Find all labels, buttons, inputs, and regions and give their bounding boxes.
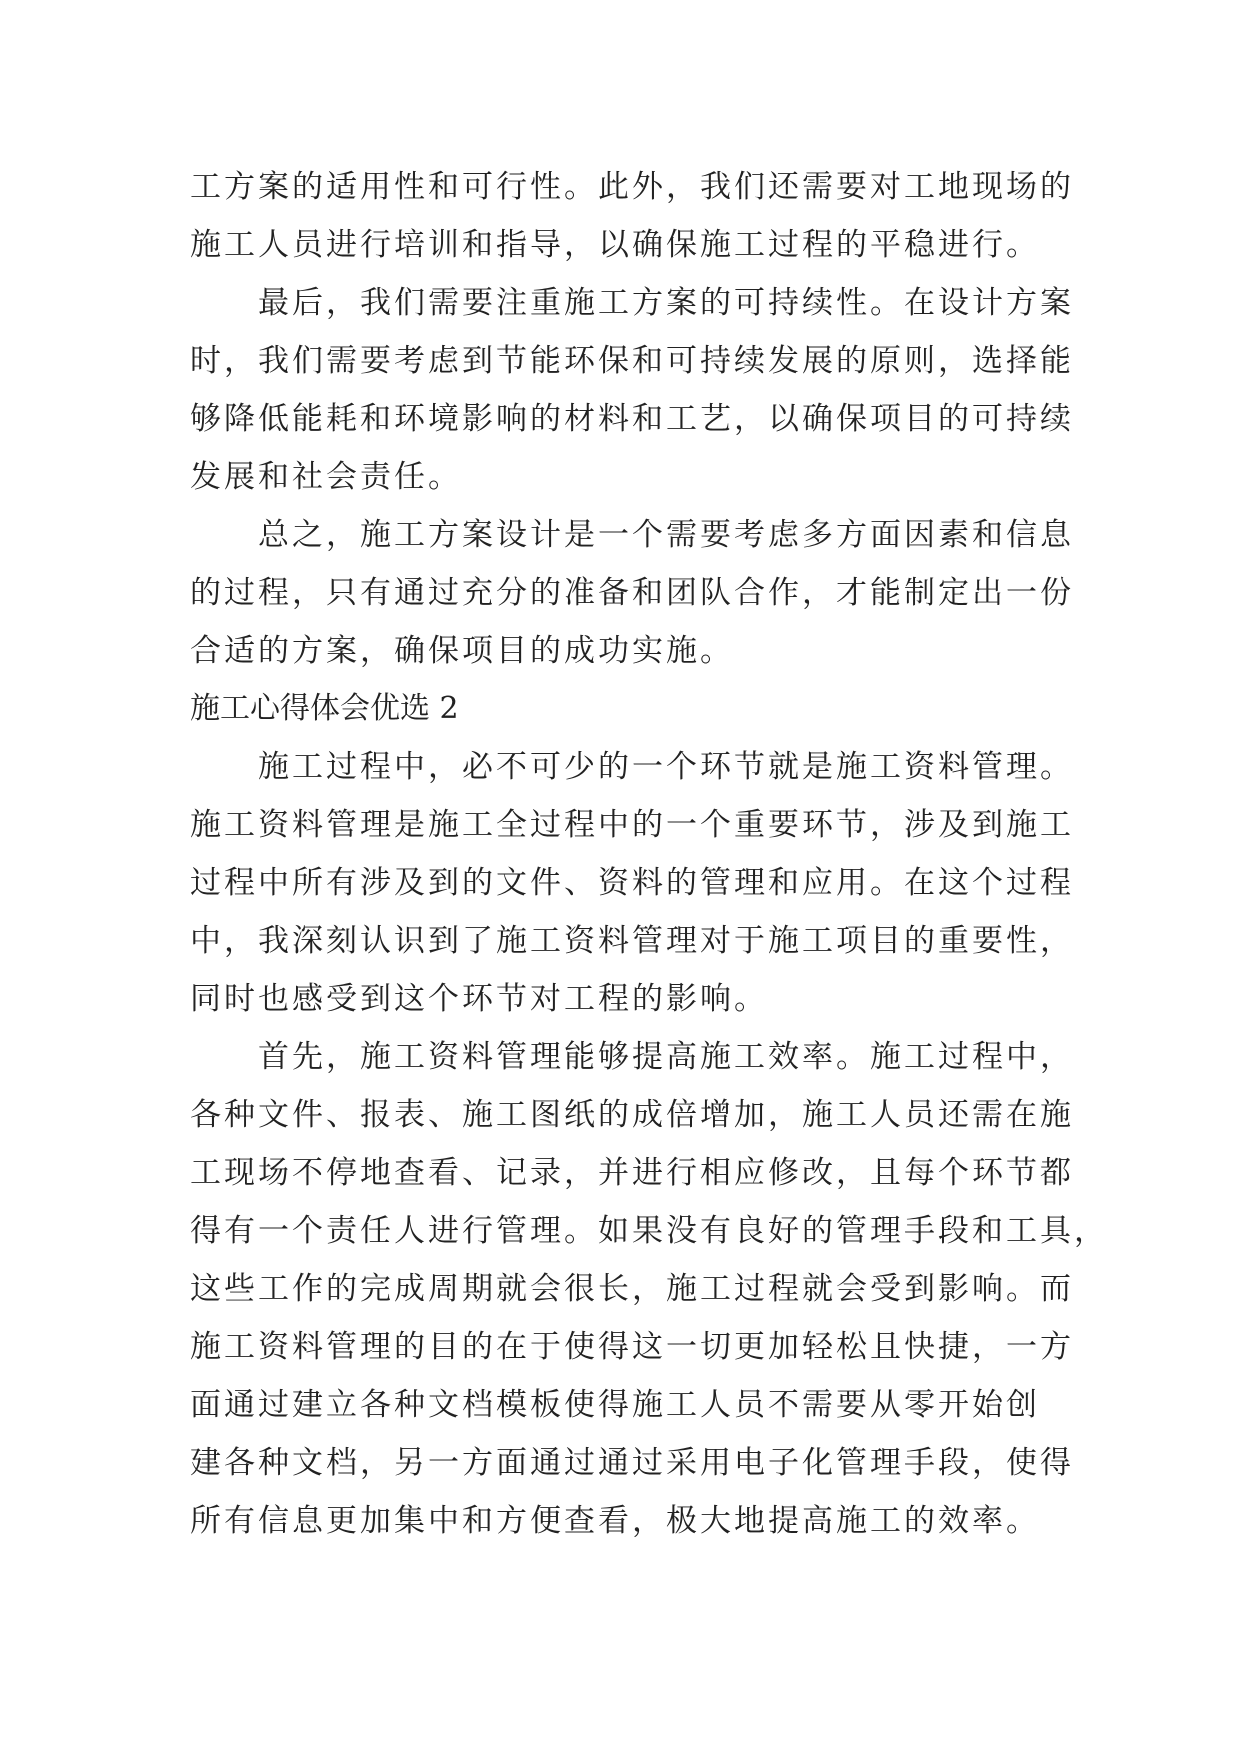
text-line: 所有信息更加集中和方便查看，极大地提高施工的效率。 bbox=[190, 1503, 1040, 1539]
paragraph-start-line: 施工过程中，必不可少的一个环节就是施工资料管理。 bbox=[258, 749, 1074, 785]
paragraph-start-line: 首先，施工资料管理能够提高施工效率。施工过程中， bbox=[258, 1039, 1074, 1075]
text-line: 时，我们需要考虑到节能环保和可持续发展的原则，选择能 bbox=[190, 343, 1074, 379]
text-line: 工现场不停地查看、记录，并进行相应修改，且每个环节都 bbox=[190, 1155, 1074, 1191]
text-line: 施工资料管理是施工全过程中的一个重要环节，涉及到施工 bbox=[190, 807, 1074, 843]
text-line: 施工资料管理的目的在于使得这一切更加轻松且快捷，一方 bbox=[190, 1329, 1074, 1365]
text-line: 建各种文档，另一方面通过通过采用电子化管理手段，使得 bbox=[190, 1445, 1074, 1481]
document-body bbox=[190, 158, 1108, 1550]
paragraph-start-line: 最后，我们需要注重施工方案的可持续性。在设计方案 bbox=[258, 285, 1074, 321]
text-line: 这些工作的完成周期就会很长，施工过程就会受到影响。而 bbox=[190, 1271, 1074, 1307]
text-line: 的过程，只有通过充分的准备和团队合作，才能制定出一份 bbox=[190, 575, 1074, 611]
text-line: 施工人员进行培训和指导，以确保施工过程的平稳进行。 bbox=[190, 227, 1040, 263]
text-line: 同时也感受到这个环节对工程的影响。 bbox=[190, 981, 768, 1017]
text-line: 合适的方案，确保项目的成功实施。 bbox=[190, 633, 734, 669]
paragraph-start-line: 总之，施工方案设计是一个需要考虑多方面因素和信息 bbox=[258, 517, 1074, 553]
text-line: 得有一个责任人进行管理。如果没有良好的管理手段和工具， bbox=[190, 1213, 1108, 1249]
section-heading: 施工心得体会优选 2 bbox=[190, 691, 459, 726]
text-line: 各种文件、报表、施工图纸的成倍增加，施工人员还需在施 bbox=[190, 1097, 1074, 1133]
text-line: 面通过建立各种文档模板使得施工人员不需要从零开始创 bbox=[190, 1387, 1040, 1423]
text-line: 过程中所有涉及到的文件、资料的管理和应用。在这个过程 bbox=[190, 865, 1074, 901]
text-line: 中，我深刻认识到了施工资料管理对于施工项目的重要性， bbox=[190, 923, 1074, 959]
text-line: 够降低能耗和环境影响的材料和工艺，以确保项目的可持续 bbox=[190, 401, 1074, 437]
text-line: 发展和社会责任。 bbox=[190, 459, 462, 495]
text-line: 工方案的适用性和可行性。此外，我们还需要对工地现场的 bbox=[190, 169, 1074, 205]
